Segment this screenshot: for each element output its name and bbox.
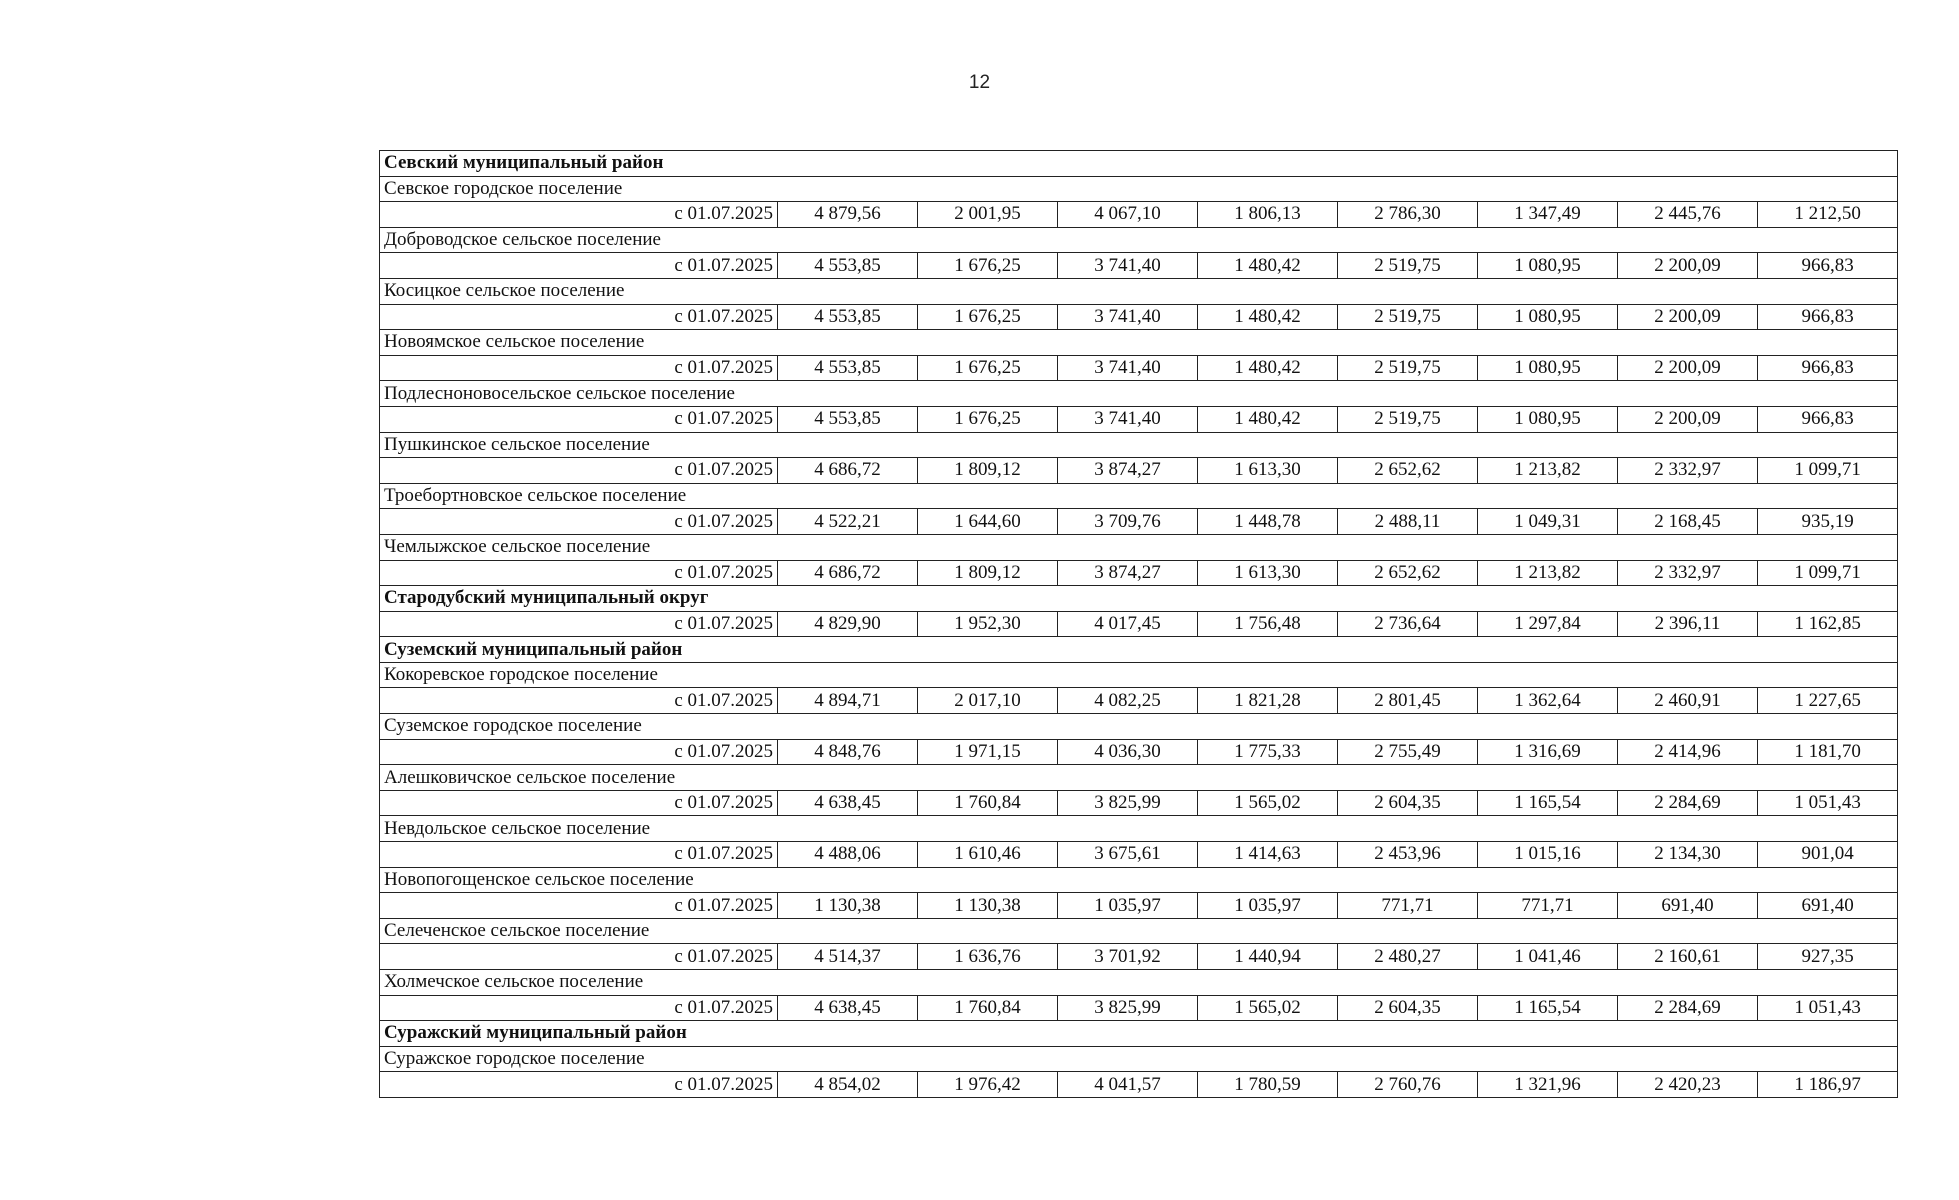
tariff-value-cell: 1 080,95 (1478, 355, 1618, 381)
tariff-value-cell: 1 644,60 (918, 509, 1058, 535)
table-row (380, 406, 1898, 432)
tariff-value-cell: 1 015,16 (1478, 842, 1618, 868)
tariff-value-cell: 1 165,54 (1478, 790, 1618, 816)
district-header-row (380, 1021, 1898, 1047)
tariff-value-cell: 966,83 (1758, 304, 1898, 330)
table-row (380, 1072, 1898, 1098)
tariff-value-cell: 1 448,78 (1198, 509, 1338, 535)
tariff-value-cell: 1 035,97 (1198, 893, 1338, 919)
settlement-header-row (380, 816, 1898, 842)
tariff-value-cell: 691,40 (1618, 893, 1758, 919)
tariff-value-cell: 1 971,15 (918, 739, 1058, 765)
settlement-header-row (380, 867, 1898, 893)
effective-date-cell: с 01.07.2025 (380, 739, 778, 765)
settlement-header-row (380, 330, 1898, 356)
effective-date-cell: с 01.07.2025 (380, 304, 778, 330)
tariff-value-cell: 4 854,02 (778, 1072, 918, 1098)
tariff-value-cell: 2 200,09 (1618, 253, 1758, 279)
tariff-value-cell: 1 676,25 (918, 253, 1058, 279)
tariff-value-cell: 1 613,30 (1198, 560, 1338, 586)
effective-date-cell: с 01.07.2025 (380, 1072, 778, 1098)
settlement-name: Новоямское сельское поселение (380, 330, 1898, 356)
tariff-value-cell: 4 017,45 (1058, 611, 1198, 637)
tariff-value-cell: 3 741,40 (1058, 304, 1198, 330)
tariff-value-cell: 935,19 (1758, 509, 1898, 535)
tariff-value-cell: 1 227,65 (1758, 688, 1898, 714)
table-row (380, 304, 1898, 330)
tariff-value-cell: 2 604,35 (1338, 995, 1478, 1021)
tariff-value-cell: 4 514,37 (778, 944, 918, 970)
tariff-value-cell: 1 213,82 (1478, 458, 1618, 484)
settlement-name: Суземское городское поселение (380, 714, 1898, 740)
settlement-header-row (380, 918, 1898, 944)
effective-date-cell: с 01.07.2025 (380, 842, 778, 868)
tariff-value-cell: 1 480,42 (1198, 406, 1338, 432)
tariff-value-cell: 2 604,35 (1338, 790, 1478, 816)
tariff-value-cell: 4 686,72 (778, 458, 918, 484)
tariff-value-cell: 1 347,49 (1478, 202, 1618, 228)
table-row (380, 560, 1898, 586)
effective-date-cell: с 01.07.2025 (380, 253, 778, 279)
settlement-header-row (380, 534, 1898, 560)
tariff-value-cell: 2 519,75 (1338, 253, 1478, 279)
table-row (380, 202, 1898, 228)
tariff-value-cell: 1 613,30 (1198, 458, 1338, 484)
tariff-value-cell: 1 049,31 (1478, 509, 1618, 535)
effective-date-cell: с 01.07.2025 (380, 355, 778, 381)
settlement-header-row (380, 176, 1898, 202)
tariff-value-cell: 4 879,56 (778, 202, 918, 228)
tariff-value-cell: 2 801,45 (1338, 688, 1478, 714)
tariff-value-cell: 3 675,61 (1058, 842, 1198, 868)
settlement-name: Пушкинское сельское поселение (380, 432, 1898, 458)
tariff-value-cell: 4 522,21 (778, 509, 918, 535)
table-row (380, 688, 1898, 714)
tariff-value-cell: 3 874,27 (1058, 458, 1198, 484)
settlement-header-row (380, 278, 1898, 304)
tariff-value-cell: 966,83 (1758, 253, 1898, 279)
tariff-value-cell: 1 440,94 (1198, 944, 1338, 970)
table-row (380, 842, 1898, 868)
settlement-header-row (380, 381, 1898, 407)
tariff-value-cell: 4 067,10 (1058, 202, 1198, 228)
table-row (380, 893, 1898, 919)
tariff-value-cell: 2 134,30 (1618, 842, 1758, 868)
tariff-value-cell: 1 610,46 (918, 842, 1058, 868)
settlement-name: Невдольское сельское поселение (380, 816, 1898, 842)
tariff-value-cell: 1 165,54 (1478, 995, 1618, 1021)
tariff-value-cell: 1 035,97 (1058, 893, 1198, 919)
table-row (380, 253, 1898, 279)
settlement-header-row (380, 432, 1898, 458)
tariff-value-cell: 2 519,75 (1338, 406, 1478, 432)
table-row (380, 790, 1898, 816)
tariff-value-cell: 3 709,76 (1058, 509, 1198, 535)
settlement-name: Кокоревское городское поселение (380, 662, 1898, 688)
tariff-value-cell: 3 741,40 (1058, 253, 1198, 279)
district-name: Суражский муниципальный район (380, 1021, 1898, 1047)
tariff-table (379, 150, 1898, 1098)
effective-date-cell: с 01.07.2025 (380, 790, 778, 816)
tariff-value-cell: 3 741,40 (1058, 406, 1198, 432)
tariff-value-cell: 1 181,70 (1758, 739, 1898, 765)
tariff-value-cell: 1 041,46 (1478, 944, 1618, 970)
settlement-name: Холмечское сельское поселение (380, 970, 1898, 996)
tariff-value-cell: 4 041,57 (1058, 1072, 1198, 1098)
tariff-value-cell: 3 825,99 (1058, 790, 1198, 816)
tariff-value-cell: 966,83 (1758, 406, 1898, 432)
table-row (380, 458, 1898, 484)
tariff-value-cell: 3 874,27 (1058, 560, 1198, 586)
tariff-value-cell: 1 213,82 (1478, 560, 1618, 586)
tariff-value-cell: 1 362,64 (1478, 688, 1618, 714)
tariff-value-cell: 1 080,95 (1478, 304, 1618, 330)
tariff-value-cell: 4 553,85 (778, 253, 918, 279)
tariff-value-cell: 2 760,76 (1338, 1072, 1478, 1098)
tariff-value-cell: 3 825,99 (1058, 995, 1198, 1021)
tariff-value-cell: 1 297,84 (1478, 611, 1618, 637)
settlement-header-row (380, 483, 1898, 509)
tariff-value-cell: 2 200,09 (1618, 304, 1758, 330)
tariff-value-cell: 1 162,85 (1758, 611, 1898, 637)
district-header-row (380, 637, 1898, 663)
tariff-value-cell: 1 130,38 (918, 893, 1058, 919)
effective-date-cell: с 01.07.2025 (380, 893, 778, 919)
tariff-value-cell: 2 519,75 (1338, 355, 1478, 381)
tariff-value-cell: 2 414,96 (1618, 739, 1758, 765)
tariff-value-cell: 4 638,45 (778, 790, 918, 816)
settlement-name: Новопогощенское сельское поселение (380, 867, 1898, 893)
tariff-value-cell: 1 321,96 (1478, 1072, 1618, 1098)
tariff-value-cell: 2 755,49 (1338, 739, 1478, 765)
tariff-value-cell: 1 480,42 (1198, 304, 1338, 330)
tariff-value-cell: 2 480,27 (1338, 944, 1478, 970)
tariff-value-cell: 2 652,62 (1338, 458, 1478, 484)
effective-date-cell: с 01.07.2025 (380, 944, 778, 970)
district-name: Стародубский муниципальный округ (380, 586, 1898, 612)
tariff-value-cell: 2 200,09 (1618, 406, 1758, 432)
effective-date-cell: с 01.07.2025 (380, 995, 778, 1021)
tariff-value-cell: 2 519,75 (1338, 304, 1478, 330)
tariff-value-cell: 4 638,45 (778, 995, 918, 1021)
settlement-name: Селеченское сельское поселение (380, 918, 1898, 944)
tariff-value-cell: 2 488,11 (1338, 509, 1478, 535)
table-row (380, 995, 1898, 1021)
page-number: 12 (968, 72, 991, 93)
tariff-value-cell: 3 741,40 (1058, 355, 1198, 381)
tariff-value-cell: 2 332,97 (1618, 458, 1758, 484)
tariff-value-cell: 2 001,95 (918, 202, 1058, 228)
tariff-value-cell: 2 460,91 (1618, 688, 1758, 714)
tariff-value-cell: 1 099,71 (1758, 560, 1898, 586)
tariff-value-cell: 2 284,69 (1618, 790, 1758, 816)
tariff-value-cell: 3 701,92 (1058, 944, 1198, 970)
tariff-value-cell: 1 760,84 (918, 790, 1058, 816)
tariff-value-cell: 2 332,97 (1618, 560, 1758, 586)
tariff-value-cell: 2 017,10 (918, 688, 1058, 714)
tariff-value-cell: 771,71 (1338, 893, 1478, 919)
settlement-name: Косицкое сельское поселение (380, 278, 1898, 304)
tariff-value-cell: 4 036,30 (1058, 739, 1198, 765)
settlement-name: Севское городское поселение (380, 176, 1898, 202)
tariff-value-cell: 1 080,95 (1478, 253, 1618, 279)
settlement-name: Подлесноновосельское сельское поселение (380, 381, 1898, 407)
tariff-value-cell: 2 652,62 (1338, 560, 1478, 586)
tariff-value-cell: 1 565,02 (1198, 995, 1338, 1021)
settlement-name: Суражское городское поселение (380, 1046, 1898, 1072)
tariff-value-cell: 2 160,61 (1618, 944, 1758, 970)
tariff-value-cell: 1 676,25 (918, 355, 1058, 381)
effective-date-cell: с 01.07.2025 (380, 688, 778, 714)
settlement-name: Троебортновское сельское поселение (380, 483, 1898, 509)
tariff-value-cell: 1 130,38 (778, 893, 918, 919)
tariff-value-cell: 4 553,85 (778, 304, 918, 330)
tariff-value-cell: 2 168,45 (1618, 509, 1758, 535)
tariff-value-cell: 1 676,25 (918, 304, 1058, 330)
tariff-value-cell: 1 080,95 (1478, 406, 1618, 432)
district-header-row (380, 586, 1898, 612)
tariff-value-cell: 4 488,06 (778, 842, 918, 868)
tariff-value-cell: 2 284,69 (1618, 995, 1758, 1021)
district-name: Суземский муниципальный район (380, 637, 1898, 663)
tariff-value-cell: 1 565,02 (1198, 790, 1338, 816)
settlement-name: Доброводское сельское поселение (380, 227, 1898, 253)
tariff-value-cell: 2 200,09 (1618, 355, 1758, 381)
settlement-name: Чемлыжское сельское поселение (380, 534, 1898, 560)
tariff-value-cell: 2 445,76 (1618, 202, 1758, 228)
settlement-name: Алешковичское сельское поселение (380, 765, 1898, 791)
tariff-value-cell: 1 636,76 (918, 944, 1058, 970)
tariff-table-body (380, 151, 1898, 1098)
tariff-value-cell: 4 686,72 (778, 560, 918, 586)
effective-date-cell: с 01.07.2025 (380, 202, 778, 228)
tariff-value-cell: 1 809,12 (918, 458, 1058, 484)
tariff-value-cell: 4 894,71 (778, 688, 918, 714)
tariff-value-cell: 2 786,30 (1338, 202, 1478, 228)
district-header-row (380, 151, 1898, 177)
tariff-value-cell: 1 821,28 (1198, 688, 1338, 714)
table-row (380, 355, 1898, 381)
settlement-header-row (380, 662, 1898, 688)
tariff-value-cell: 1 051,43 (1758, 995, 1898, 1021)
tariff-value-cell: 2 396,11 (1618, 611, 1758, 637)
table-row (380, 944, 1898, 970)
tariff-value-cell: 1 952,30 (918, 611, 1058, 637)
tariff-value-cell: 4 553,85 (778, 406, 918, 432)
effective-date-cell: с 01.07.2025 (380, 560, 778, 586)
effective-date-cell: с 01.07.2025 (380, 458, 778, 484)
tariff-value-cell: 4 848,76 (778, 739, 918, 765)
tariff-value-cell: 4 553,85 (778, 355, 918, 381)
tariff-value-cell: 1 809,12 (918, 560, 1058, 586)
tariff-value-cell: 771,71 (1478, 893, 1618, 919)
tariff-value-cell: 1 316,69 (1478, 739, 1618, 765)
table-row (380, 611, 1898, 637)
effective-date-cell: с 01.07.2025 (380, 509, 778, 535)
settlement-header-row (380, 1046, 1898, 1072)
tariff-value-cell: 4 082,25 (1058, 688, 1198, 714)
tariff-value-cell: 1 414,63 (1198, 842, 1338, 868)
settlement-header-row (380, 227, 1898, 253)
tariff-value-cell: 691,40 (1758, 893, 1898, 919)
settlement-header-row (380, 970, 1898, 996)
tariff-value-cell: 966,83 (1758, 355, 1898, 381)
tariff-value-cell: 2 453,96 (1338, 842, 1478, 868)
tariff-value-cell: 1 480,42 (1198, 253, 1338, 279)
tariff-value-cell: 1 756,48 (1198, 611, 1338, 637)
district-name: Севский муниципальный район (380, 151, 1898, 177)
tariff-value-cell: 2 736,64 (1338, 611, 1478, 637)
settlement-header-row (380, 765, 1898, 791)
tariff-value-cell: 4 829,90 (778, 611, 918, 637)
tariff-value-cell: 1 186,97 (1758, 1072, 1898, 1098)
table-row (380, 509, 1898, 535)
tariff-value-cell: 1 780,59 (1198, 1072, 1338, 1098)
tariff-value-cell: 927,35 (1758, 944, 1898, 970)
tariff-value-cell: 1 806,13 (1198, 202, 1338, 228)
settlement-header-row (380, 714, 1898, 740)
tariff-value-cell: 1 760,84 (918, 995, 1058, 1021)
tariff-value-cell: 1 676,25 (918, 406, 1058, 432)
table-row (380, 739, 1898, 765)
tariff-value-cell: 1 051,43 (1758, 790, 1898, 816)
tariff-value-cell: 1 212,50 (1758, 202, 1898, 228)
tariff-value-cell: 2 420,23 (1618, 1072, 1758, 1098)
tariff-value-cell: 1 099,71 (1758, 458, 1898, 484)
effective-date-cell: с 01.07.2025 (380, 611, 778, 637)
tariff-value-cell: 1 775,33 (1198, 739, 1338, 765)
tariff-value-cell: 901,04 (1758, 842, 1898, 868)
tariff-value-cell: 1 480,42 (1198, 355, 1338, 381)
effective-date-cell: с 01.07.2025 (380, 406, 778, 432)
tariff-value-cell: 1 976,42 (918, 1072, 1058, 1098)
